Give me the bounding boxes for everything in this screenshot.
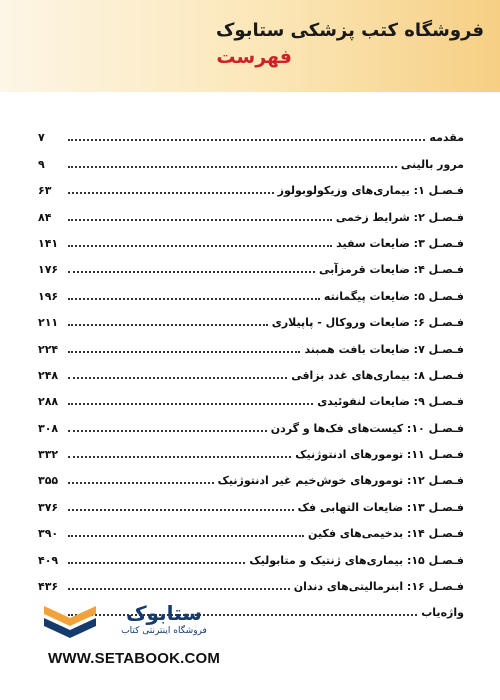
dot-leader: [68, 403, 313, 405]
page-header: [0, 0, 500, 92]
dot-leader: [68, 456, 291, 458]
table-of-contents: [38, 118, 464, 619]
toc-entry[interactable]: [38, 224, 464, 250]
toc-entry[interactable]: [38, 356, 464, 382]
toc-entry[interactable]: [38, 567, 464, 593]
toc-entry-title: فـصـل ۲: شرایط زخمی: [335, 210, 464, 224]
toc-entry-title: فـصـل ۱۶: ابنرمالیتی‌های دندان: [293, 580, 464, 594]
toc-entry[interactable]: [38, 144, 464, 170]
dot-leader: [68, 166, 397, 168]
dot-leader: [68, 535, 304, 537]
toc-entry-title: مقدمه: [429, 131, 464, 145]
logo-text: [98, 602, 230, 636]
toc-entry-title: فـصـل ۱۴: بدخیمی‌های فکین: [308, 527, 464, 541]
dot-leader: [68, 482, 214, 484]
toc-entry-page: ۲۲۴: [38, 342, 59, 356]
dot-leader: [68, 219, 332, 221]
dot-leader: [68, 351, 300, 353]
brand-name: ستابوک: [126, 601, 202, 625]
toc-entry[interactable]: [38, 197, 464, 223]
toc-entry[interactable]: [38, 118, 464, 144]
toc-entry-title: فـصـل ۵: ضایعات پیگمانته: [323, 289, 464, 303]
toc-entry[interactable]: [38, 303, 464, 329]
toc-entry-title: فـصـل ۳: ضایعات سفید: [336, 236, 464, 250]
toc-entry-page: ۶۳: [38, 184, 52, 198]
toc-entry-title: فـصـل ۱۲: تومورهای خوش‌خیم غیر ادنتوژنیک: [217, 474, 464, 488]
toc-entry-page: ۲۱۱: [38, 316, 59, 330]
toc-entry-title: فـصـل ۱۱: تومورهای ادنتوژنیک: [295, 448, 464, 462]
toc-entry[interactable]: [38, 250, 464, 276]
toc-entry-page: ۷: [38, 131, 45, 145]
toc-entry-page: ۹: [38, 157, 45, 171]
toc-title: فهرست: [216, 46, 292, 68]
toc-entry[interactable]: [38, 487, 464, 513]
toc-entry-title: فـصـل ۱۵: بیماری‌های ژنتیک و متابولیک: [249, 553, 464, 567]
toc-entry[interactable]: [38, 329, 464, 355]
dot-leader: [68, 509, 294, 511]
toc-entry[interactable]: [38, 382, 464, 408]
book-logo-icon: [40, 600, 100, 640]
toc-entry[interactable]: [38, 171, 464, 197]
toc-entry-page: ۲۸۸: [38, 395, 59, 409]
toc-entry-title: فـصـل ۱۳: ضایعات التهابی فک: [297, 500, 464, 514]
toc-entry[interactable]: [38, 435, 464, 461]
dot-leader: [68, 298, 320, 300]
toc-entry[interactable]: [38, 514, 464, 540]
toc-entry-page: ۱۹۶: [38, 289, 59, 303]
toc-entry[interactable]: [38, 408, 464, 434]
toc-entry-title: فـصـل ۱: بیماری‌های وزیکولوبولوز: [277, 184, 464, 198]
toc-entry-page: ۳۰۸: [38, 421, 59, 435]
dot-leader: [68, 588, 290, 590]
toc-entry-title: فـصـل ۷: ضایعات بافت همبند: [304, 342, 464, 356]
toc-entry-page: ۴۳۶: [38, 580, 59, 594]
toc-entry-page: ۸۴: [38, 210, 52, 224]
toc-entry[interactable]: [38, 276, 464, 302]
dot-leader: [68, 245, 332, 247]
dot-leader: [68, 377, 287, 379]
toc-entry-page: ۳۵۵: [38, 474, 59, 488]
dot-leader: [68, 430, 267, 432]
toc-entry-title: فـصـل ۱۰: کیست‌های فک‌ها و گردن: [270, 421, 464, 435]
toc-entry-title: فـصـل ۹: ضایعات لنفوئیدی: [317, 395, 464, 409]
toc-entry[interactable]: [38, 540, 464, 566]
dot-leader: [68, 562, 245, 564]
toc-entry-title: فـصـل ۴: ضایعات قرمزآبی: [318, 263, 464, 277]
site-url[interactable]: WWW.SETABOOK.COM: [48, 650, 221, 667]
dot-leader: [68, 139, 425, 141]
toc-entry-title: واژه‌یاب: [421, 606, 464, 620]
toc-entry-title: مرور بالینی: [400, 157, 464, 171]
toc-entry-page: ۳۳۲: [38, 448, 59, 462]
toc-entry[interactable]: [38, 461, 464, 487]
toc-entry-title: فـصـل ۸: بیماری‌های غدد بزاقی: [291, 368, 464, 382]
dot-leader: [68, 192, 274, 194]
toc-entry-page: ۱۷۶: [38, 263, 59, 277]
setabook-logo[interactable]: [40, 600, 230, 644]
brand-tagline: فروشگاه اینترنتی کتاب: [121, 626, 207, 636]
toc-entry-page: ۳۹۰: [38, 527, 59, 541]
dot-leader: [68, 271, 315, 273]
toc-entry-page: ۴۰۹: [38, 553, 59, 567]
store-title: فروشگاه کتب پزشکی ستابوک: [215, 20, 484, 41]
toc-entry-page: ۳۷۶: [38, 500, 59, 514]
toc-entry-page: ۲۴۸: [38, 368, 59, 382]
dot-leader: [68, 324, 268, 326]
toc-entry-title: فـصـل ۶: ضایعات وروکال - پاپیلاری: [271, 316, 464, 330]
toc-entry-page: ۱۴۱: [38, 236, 59, 250]
